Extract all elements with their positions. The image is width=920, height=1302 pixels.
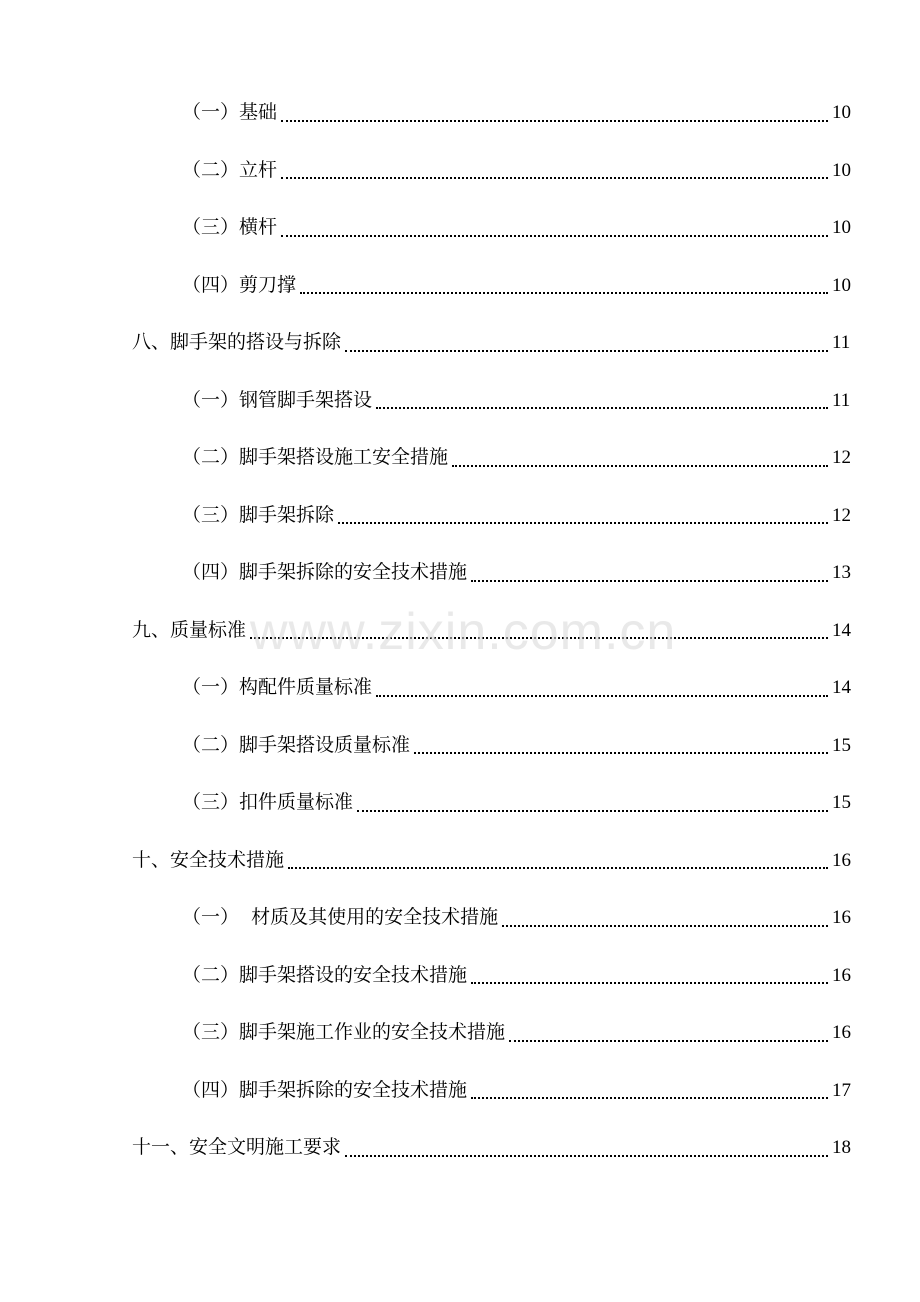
toc-entry-page: 10 <box>832 274 851 296</box>
dot-leader <box>281 177 828 179</box>
dot-leader <box>357 810 828 812</box>
dot-leader <box>338 522 828 524</box>
toc-entry-page: 18 <box>832 1137 851 1159</box>
toc-entry-page: 17 <box>832 1079 851 1101</box>
toc-entry-page: 10 <box>832 102 851 124</box>
toc-entry-page: 11 <box>832 332 851 354</box>
toc-entry[interactable] <box>0 947 920 1005</box>
toc-entry[interactable] <box>0 487 920 545</box>
toc-entry[interactable] <box>0 832 920 890</box>
toc-entry[interactable] <box>0 84 920 142</box>
toc-entry-page: 16 <box>832 1022 851 1044</box>
dot-leader <box>471 982 828 984</box>
toc-entry[interactable] <box>0 142 920 200</box>
toc-entry-page: 11 <box>832 389 851 411</box>
dot-leader <box>300 292 828 294</box>
table-of-contents <box>0 84 920 1177</box>
dot-leader <box>471 580 828 582</box>
dot-leader <box>288 867 828 869</box>
toc-entry-page: 14 <box>832 619 851 641</box>
toc-entry[interactable] <box>0 544 920 602</box>
toc-entry-title: （一） 材质及其使用的安全技术措施 <box>182 906 499 929</box>
toc-entry-title: （四）剪刀撑 <box>182 273 297 296</box>
toc-entry[interactable] <box>0 717 920 775</box>
toc-entry-title: （四）脚手架拆除的安全技术措施 <box>182 1078 468 1101</box>
toc-entry-title: （三）扣件质量标准 <box>182 791 354 814</box>
watermark: www.zixin.com.cn <box>250 603 677 661</box>
toc-entry-page: 10 <box>832 217 851 239</box>
dot-leader <box>376 407 828 409</box>
toc-entry-title: 八、脚手架的搭设与拆除 <box>132 331 342 354</box>
dot-leader <box>452 465 828 467</box>
toc-entry[interactable] <box>0 372 920 430</box>
toc-entry[interactable] <box>0 429 920 487</box>
toc-entry-page: 12 <box>832 447 851 469</box>
toc-entry-title: 十、安全技术措施 <box>132 848 285 871</box>
toc-entry-title: 十一、安全文明施工要求 <box>132 1136 342 1159</box>
toc-entry-page: 16 <box>832 964 851 986</box>
toc-entry-page: 15 <box>832 734 851 756</box>
toc-entry-title: 九、质量标准 <box>132 618 247 641</box>
dot-leader <box>281 120 828 122</box>
toc-entry-title: （二）脚手架搭设质量标准 <box>182 733 411 756</box>
toc-entry-title: （三）脚手架施工作业的安全技术措施 <box>182 1021 506 1044</box>
toc-entry[interactable] <box>0 199 920 257</box>
toc-entry-title: （二）立杆 <box>182 158 278 181</box>
toc-entry-title: （三）横杆 <box>182 216 278 239</box>
dot-leader <box>414 752 828 754</box>
toc-entry[interactable] <box>0 774 920 832</box>
toc-entry[interactable] <box>0 1004 920 1062</box>
toc-entry[interactable] <box>0 314 920 372</box>
toc-entry[interactable] <box>0 257 920 315</box>
toc-entry-page: 15 <box>832 792 851 814</box>
toc-entry[interactable] <box>0 659 920 717</box>
toc-entry-page: 16 <box>832 849 851 871</box>
dot-leader <box>376 695 828 697</box>
toc-entry-page: 12 <box>832 504 851 526</box>
toc-entry[interactable] <box>0 889 920 947</box>
toc-entry-page: 10 <box>832 159 851 181</box>
toc-entry-page: 14 <box>832 677 851 699</box>
toc-entry-title: （四）脚手架拆除的安全技术措施 <box>182 561 468 584</box>
toc-entry-title: （一）基础 <box>182 101 278 124</box>
toc-entry-page: 13 <box>832 562 851 584</box>
dot-leader <box>345 350 828 352</box>
toc-entry[interactable] <box>0 602 920 660</box>
toc-entry[interactable] <box>0 1119 920 1177</box>
toc-entry[interactable] <box>0 1062 920 1120</box>
toc-entry-title: （三）脚手架拆除 <box>182 503 335 526</box>
toc-entry-title: （一）构配件质量标准 <box>182 676 373 699</box>
dot-leader <box>281 235 828 237</box>
dot-leader <box>250 637 828 639</box>
dot-leader <box>502 925 828 927</box>
toc-entry-title: （二）脚手架搭设的安全技术措施 <box>182 963 468 986</box>
dot-leader <box>509 1040 828 1042</box>
dot-leader <box>471 1097 828 1099</box>
toc-entry-page: 16 <box>832 907 851 929</box>
toc-entry-title: （二）脚手架搭设施工安全措施 <box>182 446 449 469</box>
dot-leader <box>345 1155 828 1157</box>
toc-entry-title: （一）钢管脚手架搭设 <box>182 388 373 411</box>
